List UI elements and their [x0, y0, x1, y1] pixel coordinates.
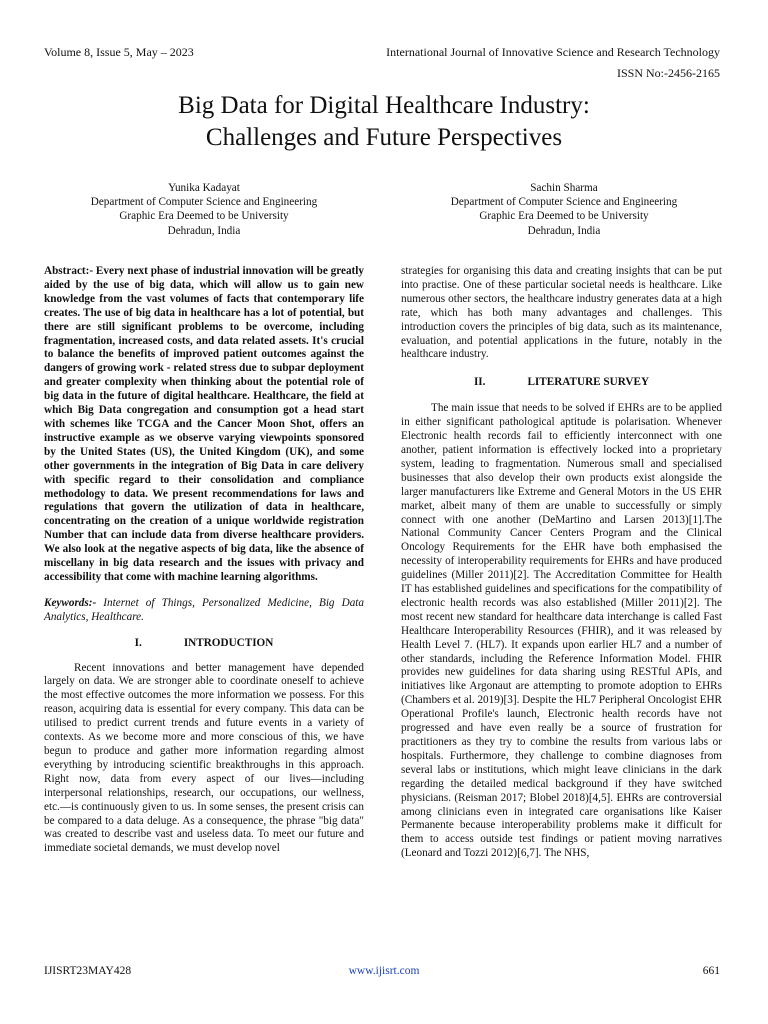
journal-volume: Volume 8, Issue 5, May – 2023 — [44, 45, 194, 59]
section-title: LITERATURE SURVEY — [527, 376, 650, 389]
journal-name: International Journal of Innovative Science and Research Technology — [386, 45, 720, 59]
title-line-2: Challenges and Future Perspectives — [205, 124, 563, 151]
right-column — [401, 265, 722, 861]
abstract: Abstract:- Every next phase of industrial innovation will be greatly aided by the use of big data, which will allow us to gain new knowledge from the vast volumes of facts that contemporary life creates. The use of big data in healthcare has a lot of potential, but there are still significant problems to be overcome, including fragmentation, increased costs, and data related assets. It's crucial to balance the benefits of improved patient outcomes against the dangers of growing work - related stress due to subpar deployment and greater complexity when thinking about the potential role of big data in the future of digital healthcare. Healthcare, the field at which Big Data congregation and consumption got a head start with schemes like TCGA and the Cancer Moon Shot, offers an instructive example as we observe varying viewpoints sponsored by the United States (US), the United Kingdom (UK), and some other governments in the integration of Big Data in care delivery with specific regard to their consolidation and compliance methodology to data. We present recommendations for laws and regulations that govern the utilization of data in healthcare, concentrating on the creation of a unique worldwide registration Number that can include data from diverse healthcare providers. We also look at the negative aspects of big data, like the absence of miscellany in big data research and the issues with privacy and accessibility that come with machine learning algorithms. — [44, 265, 364, 583]
page-number: 661 — [702, 965, 720, 977]
keywords-text: Internet of Things, Personalized Medicine, Big Data Analytics, Healthcare. — [44, 596, 364, 623]
author-name: Sachin Sharma — [530, 182, 598, 194]
author-name: Yunika Kadayat — [168, 182, 240, 194]
author-block-1 — [44, 181, 364, 238]
author-department: Department of Computer Science and Engineering — [90, 196, 318, 209]
section-heading-literature-survey — [401, 376, 722, 390]
section-heading-introduction — [44, 637, 364, 651]
issn: ISSN No:-2456-2165 — [616, 66, 720, 80]
paper-id: IJISRT23MAY428 — [44, 965, 132, 977]
author-department: Department of Computer Science and Engineering — [450, 196, 678, 209]
author-university: Graphic Era Deemed to be University — [119, 210, 289, 223]
literature-survey-paragraph: The main issue that needs to be solved if EHRs are to be applied in either significant pathological aptitude is polarisation. Whenever Electronic health records fail to efficiently interconnect with one another, patient information is effectively locked into a proprietary system, leading to fragmentation. Numerous small and specialised businesses that also develop their own products exist alongside the larger manufacturers like Extreme and General Motors in the US EHR market, albeit many of them are unable to successfully or simply connect with one another (DeMartino and Larsen 2013)[1].The National Community Cancer Centers Program and the Clinical Oncology Requirements for the EHR have both emphasised the necessity of interoperability requirements for EHRs and have produced guidelines (Miller 2011)[2]. The Accreditation Committee for Health IT has established guidelines and specifications for the compatibility of electronic health records was also established (Miller 2011)[2]. The most recent new standard for healthcare data interchange is called Fast Healthcare Interoperability Resources (FHIR), and it was released by Health Level 7. (HL7). It expands upon earlier HL7 and a number of other standards, including the Reference Information Model. FHIR provides new guidelines for data sharing using RESTful APIs, and initiatives like Argonaut are attempting to promote adoption to EHRs (Chambers et al. 2019)[3]. Despite the HL7 Peripheral Oncologist EHR Operational Profile's launch, Electronic health records have not progressed and have even really be a source of frustration for practitioners as they try to combine the results from various labs or hospitals. Furthermore, they challenge to combine diagnoses from several labs or institutions, which might leave clinicians in the dark regarding the detailed medical background if they have switched physicians. (Reisman 2017; Blobel 2018)[4,5]. EHRs are controversial among clinicians even in integrated care organisations like Kaiser Permanente because interoperability problems make it difficult for them to access outside test findings or patient moving narratives (Leonard and Tozzi 2012)[6,7]. The NHS, — [401, 402, 722, 860]
title-line-1: Big Data for Digital Healthcare Industry: — [178, 92, 590, 119]
journal-website-link[interactable]: www.ijisrt.com — [348, 965, 420, 977]
section-title: INTRODUCTION — [183, 636, 274, 649]
author-university: Graphic Era Deemed to be University — [479, 210, 649, 223]
author-city: Dehradun, India — [527, 224, 601, 237]
paper-title — [40, 90, 728, 154]
keywords-label: Keywords:- — [44, 596, 97, 609]
introduction-paragraph: Recent innovations and better management have depended largely on data. We are stronger able to coordinate oneself to achieve the most effective outcomes the more information we possess. For this reason, acquiring data is essential for every company. This data can be utilised to predict current trends and future events in a variety of contexts. As we become more and more conscious of this, we have begun to produce and gather more information regarding almost everything by introducing scientific breakthroughs in this approach. Right now, data from every aspect of our lives—including interpersonal relationships, research, our occupations, our wellness, etc.—is continuously given to us. In some senses, the present crisis can be compared to a data deluge. As a consequence, the phrase "big data" was created to describe vast and useless data. To meet our future and immediate societal demands, we must develop novel — [44, 661, 364, 855]
left-column — [44, 265, 364, 856]
section-number: I. — [134, 636, 142, 649]
author-city: Dehradun, India — [167, 224, 241, 237]
section-number: II. — [473, 376, 486, 389]
author-block-2 — [404, 181, 724, 238]
keywords — [44, 597, 364, 625]
introduction-continuation: strategies for organising this data and creating insights that can be put into practise. One of these particular societal needs is healthcare. Like numerous other sectors, the healthcare industry generates data at a high rate, which has both many advantages and challenges. This introduction covers the principles of big data, such as its maintenance, evaluation, and potential applications in the future, notably in the healthcare industry. — [401, 265, 722, 361]
